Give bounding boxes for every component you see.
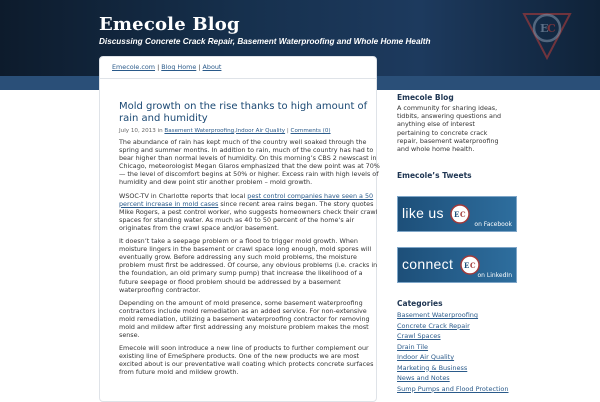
post-paragraph-with-link: WSOC-TV in Charlotte reports that local pest control companies have seen a 50 percent increase in mold cases since recent area rains began. The story quotes Mike Rogers, a pest control worker, who suggests homeowners check their crawl spaces for standing water. As much as 40 to 50 percent of the home’s air originates from the crawl space and/or basement.: [119, 191, 378, 232]
post-paragraph: It doesn’t take a seepage problem or a flood to trigger mold growth. When moisture lingers in the basement or crawl space long enough, mold spores will eventually grow. Before addressing any such mold problems, the moisture problem must first be addressed. Of course, any obvious problems (i.e. cracks in the foundation, an old primary sump pump) that increase the likelihood of a future seepage or flood problem should be addressed by a basement waterproofing contractor.: [119, 237, 378, 294]
comments-link[interactable]: Comments (0): [290, 128, 331, 134]
linkedin-badge-sub: on LinkedIn: [477, 272, 512, 279]
category-link[interactable]: Basement Waterproofing: [397, 311, 479, 319]
sidebar-about-heading: Emecole Blog: [397, 93, 454, 102]
blog-title[interactable]: Emecole Blog: [99, 14, 240, 35]
category-link-indoor-air-quality[interactable]: Indoor Air Quality: [235, 128, 286, 134]
sidebar: [397, 93, 517, 102]
pest-control-link[interactable]: pest control companies have seen a 50 percent increase in mold cases: [119, 191, 374, 208]
sidebar-about-text: A community for sharing ideas, tidbits, answering questions and anything else of interest pertaining to concrete crack repair, basement waterproofing and whole home health.: [397, 104, 502, 154]
list-item: [397, 331, 508, 342]
facebook-like-badge[interactable]: [397, 196, 517, 232]
post-paragraph: Emecole will soon introduce a new line of products to further complement our existing line of EmeSphere products. One of the new products we are most excited about is our preventative wall coating which protects concrete surfaces from future mold and mildew growth.: [119, 344, 374, 377]
list-item: [397, 373, 508, 384]
nav-separator: |: [198, 63, 201, 71]
ec-shield-logo-icon: [520, 10, 574, 62]
list-item: [397, 363, 508, 374]
svg-text:C: C: [547, 22, 556, 35]
svg-text:C: C: [460, 210, 466, 219]
post-paragraph: The abundance of rain has kept much of the country well soaked through the spring and summer months. In addition to rain, much of the country has had to bear higher than normal levels of humidity. On this morning’s CBS 2 newscast in Chicago, meteorologist Megan Glaros emphasized that the dew point was at 70% — the level of discomfort begins at 50% or higher. Excess rain with high levels of humidity and dew point stir another problem – mold growth.: [119, 138, 380, 187]
category-link-basement-waterproofing[interactable]: Basement Waterproofing: [164, 128, 235, 134]
nav-link-about[interactable]: About: [202, 63, 222, 71]
facebook-badge-text: like us: [402, 205, 444, 221]
category-link[interactable]: Sump Pumps and Flood Protection: [397, 384, 509, 393]
blog-description: Discussing Concrete Crack Repair, Basement Waterproofing and Whole Home Health: [99, 37, 431, 46]
linkedin-connect-badge[interactable]: [397, 247, 517, 283]
post-meta: July 10, 2013 in Basement Waterproofing,Indoor Air Quality | Comments (0): [119, 128, 331, 134]
list-item: [397, 384, 508, 395]
categories-list: [397, 310, 508, 394]
category-link[interactable]: News and Notes: [397, 374, 450, 382]
post-date: July 10, 2013: [119, 128, 156, 134]
post-meta-in: in: [157, 128, 163, 134]
top-nav: [112, 63, 221, 71]
ec-logo-icon: [450, 204, 470, 224]
svg-text:E: E: [540, 22, 549, 35]
tweets-heading: Emecole’s Tweets: [397, 171, 472, 180]
category-link[interactable]: Drain Tile: [397, 342, 429, 351]
list-item: [397, 310, 508, 321]
svg-text:E: E: [454, 210, 460, 219]
category-link[interactable]: Marketing & Business: [397, 363, 468, 372]
category-link[interactable]: Concrete Crack Repair: [397, 321, 470, 330]
svg-text:C: C: [470, 261, 476, 270]
post-paragraph: Depending on the amount of mold presence, some basement waterproofing contractors include mold remediation as an added service. For non-extensive mold remediation, utilizing a basement waterproofing contractor for removing mold and mildew after first addressing any moisture problem makes the most sense.: [119, 298, 370, 340]
list-item: [397, 321, 508, 332]
nav-divider: [100, 78, 376, 79]
post-title[interactable]: Mold growth on the rise thanks to high amount of rain and humidity: [119, 101, 368, 125]
categories-heading: Categories: [397, 299, 443, 308]
facebook-badge-sub: on Facebook: [474, 221, 512, 228]
category-link[interactable]: Crawl Spaces: [397, 332, 441, 340]
linkedin-badge-text: connect: [402, 256, 454, 272]
category-link[interactable]: Indoor Air Quality: [397, 353, 455, 361]
nav-link-emecole[interactable]: Emecole.com: [112, 63, 156, 71]
list-item: [397, 342, 508, 353]
nav-link-blog-home[interactable]: Blog Home: [161, 63, 197, 71]
svg-text:E: E: [464, 261, 470, 270]
list-item: [397, 352, 508, 363]
nav-separator: |: [157, 63, 160, 71]
post-body: [119, 138, 381, 382]
